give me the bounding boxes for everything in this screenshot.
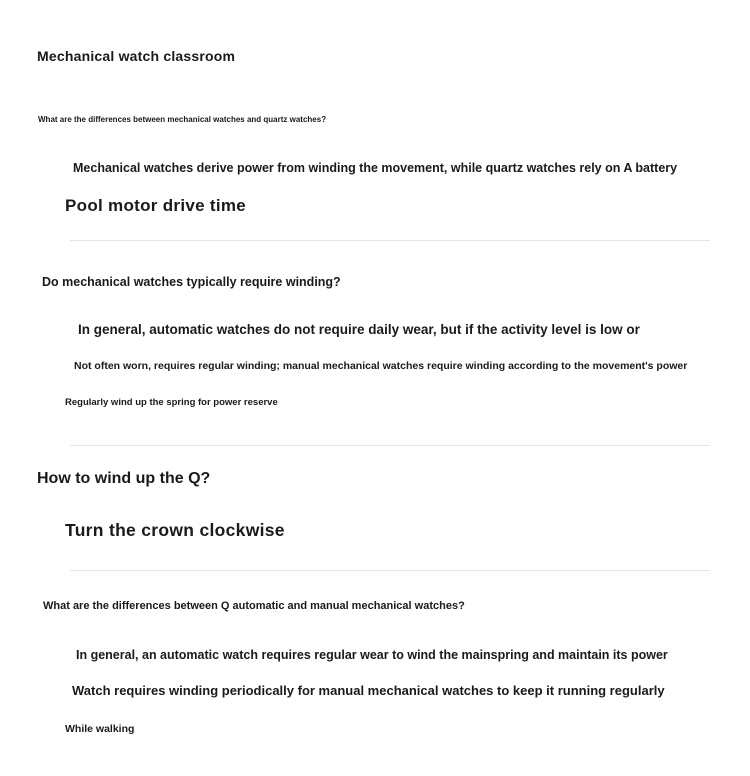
section-divider-2: [70, 445, 710, 446]
answer-2-line-2: Not often worn, requires regular winding; manual mechanical watches require winding according to the movement's power: [74, 360, 688, 372]
section-divider-1: [70, 240, 710, 241]
answer-2-line-3: Regularly wind up the spring for power reserve: [65, 397, 278, 408]
answer-1-line-2: Pool motor drive time: [65, 196, 247, 215]
answer-4-line-2: Watch requires winding periodically for manual mechanical watches to keep it running regularly: [72, 683, 665, 698]
question-4: What are the differences between Q automatic and manual mechanical watches?: [43, 600, 465, 612]
answer-1-line-1: Mechanical watches derive power from winding the movement, while quartz watches rely on A battery: [73, 161, 678, 175]
question-1: What are the differences between mechanical watches and quartz watches?: [38, 115, 327, 124]
question-2: Do mechanical watches typically require winding?: [42, 275, 341, 289]
answer-4-line-1: In general, an automatic watch requires regular wear to wind the mainspring and maintain its power: [76, 648, 668, 662]
question-3: How to wind up the Q?: [37, 470, 211, 487]
page-title: Mechanical watch classroom: [37, 48, 236, 64]
answer-3-line-1: Turn the crown clockwise: [65, 520, 285, 540]
section-divider-3: [70, 570, 710, 571]
answer-2-line-1: In general, automatic watches do not require daily wear, but if the activity level is low or: [78, 322, 640, 337]
answer-4-line-3: While walking: [65, 723, 135, 735]
